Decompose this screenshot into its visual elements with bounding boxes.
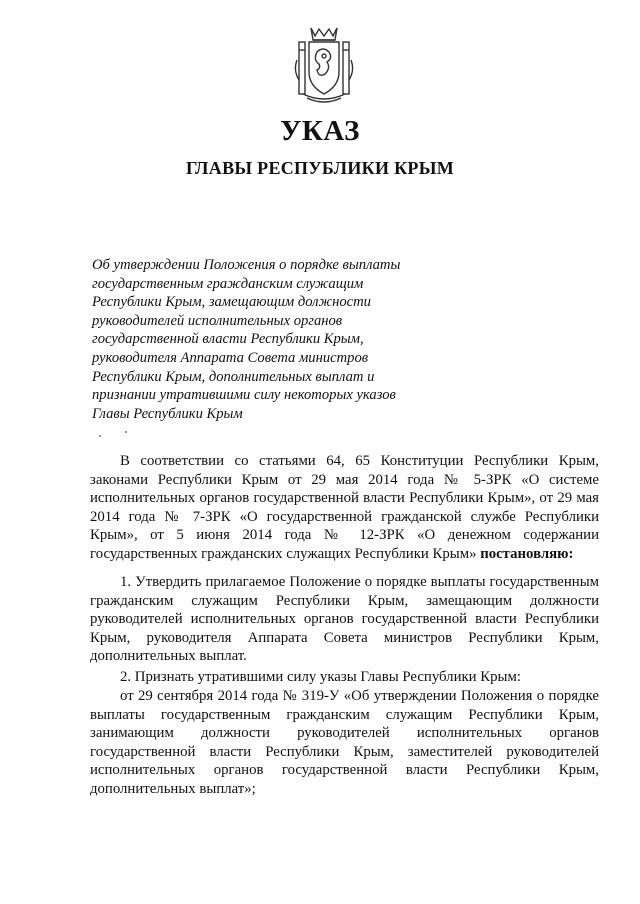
coat-of-arms-emblem: [293, 24, 355, 104]
document-title: УКАЗ: [280, 115, 360, 147]
scan-specks: [98, 428, 138, 440]
item-2-text: от 29 сентября 2014 года № 319-У «Об утверждении Положения о порядке выплаты государственным гражданским служащим Республики Крым, занимающим должности руководителей исполнительных органов государственной власти Республики Крым, заместителей руководителей исполнительных органов государственной власти Республики Крым, дополнительных выплат»;: [90, 688, 599, 797]
preamble-text: В соответствии со статьями 64, 65 Конституции Республики Крым, законами Республики Крым от 29 мая 2014 года № 5-ЗРК «О системе исполнительных органов государственной власти Республики Крым», от 29 мая 2014 года № 7-ЗРК «О государственной гражданской службе Республики Крым», от 5 июня 2014 года № 12-ЗРК «О денежном содержании государственных гражданских служащих Республики Крым»: [90, 453, 599, 562]
decree-word: постановляю:: [480, 545, 574, 562]
preamble-paragraph: [90, 452, 599, 564]
item-1-paragraph: 1. Утвердить прилагаемое Положение о порядке выплаты государственным гражданским служащим Республики Крым, замещающим должности руководителей исполнительных органов государственной власти Республики Крым, руководителя Аппарата Совета министров Республики Крым, дополнительных выплат.: [90, 574, 599, 665]
item-2-heading: 2. Признать утратившими силу указы Главы Республики Крым:: [120, 669, 521, 685]
decree-subject: Об утверждении Положения о порядке выплаты государственным гражданским служащим Республики Крым, замещающим должности руководителей исполнительных органов государственной власти Республики Крым, руководителя Аппарата Совета министров Республики Крым, дополнительных выплат и признании утратившими силу некоторых указов Главы Республики Крым: [92, 257, 401, 422]
document-subtitle: ГЛАВЫ РЕСПУБЛИКИ КРЫМ: [186, 158, 454, 178]
